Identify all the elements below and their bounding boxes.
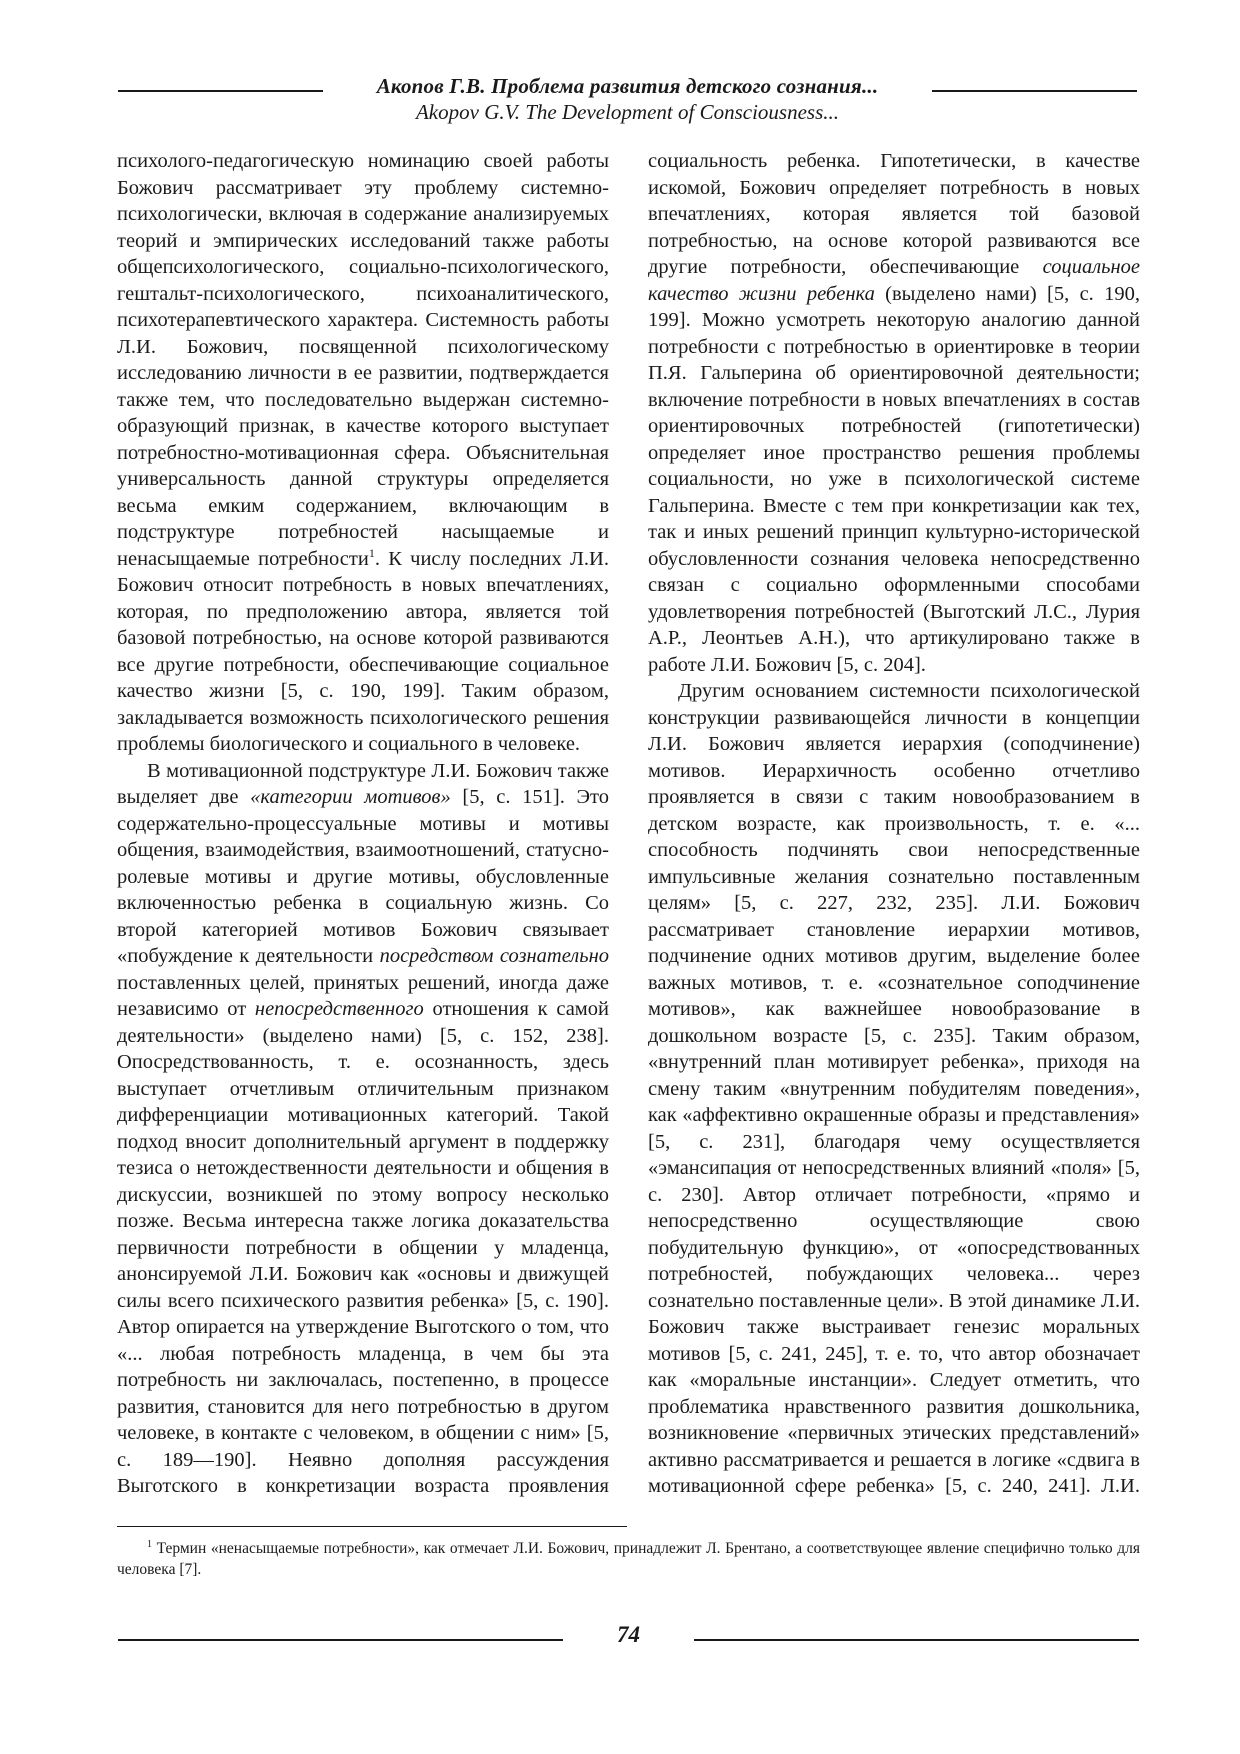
page-footer <box>0 1622 1240 1662</box>
emphasis: «категории мотивов» <box>250 786 451 808</box>
footer-rule-left <box>118 1639 563 1641</box>
page-number: 74 <box>617 1622 640 1647</box>
right-paragraph-1 <box>648 148 1140 678</box>
emphasis: посредством сознательно <box>379 945 609 967</box>
text-run: поставленных целей, принятых решений, иногда даже независимо от <box>117 971 609 1020</box>
body-columns <box>117 148 1140 1503</box>
footnote <box>117 1538 1140 1580</box>
footnote-rule <box>117 1526 627 1527</box>
right-column <box>648 148 1140 1503</box>
footer-rule-right <box>694 1639 1139 1641</box>
text-run: (выделено нами) [5, с. 190, 199]. Можно усмотреть некоторую аналогию данной потребности с потребностью в ориентировке в теории П.Я. Гальперина об ориентировочной деятельности; включение потребности в новых впечатлениях в состав ориентировочных потребностей (гипотетически) определяет иное пространство решения проблемы социальности, но уже в психологической системе Гальперина. Вместе с тем при конкретизации как тех, так и иных решений принцип культурно-исторической обусловленности сознания человека непосредственно связан с социально оформленными способами удовлетворения потребностей (Выготский Л.С., Лурия А.Р., Леонтьев А.Н.), что артикулировано также в работе Л.И. Божович [5, с. 204]. <box>648 282 1140 676</box>
text-run: Другим основанием системности психологической конструкции развивающейся личности в концепции Л.И. Божович является иерархия (соподчинение) мотивов. Иерархичность особенно отчетливо проявляется в связи с таким новообразованием в детском возрасте, как произвольность, т. е. «... способность подчинять свои непосредственные импульсивные желания сознательно поставленным целям» [5, с. 227, 232, 235]. Л.И. Божович рассматривает становление иерархии мотивов, подчинение одних мотивов другим, выделение более важных мотивов, т. е. «сознательное соподчинение мотивов», как важнейшее новообразование в дошкольном возрасте [5, с. 235]. Таким образом, «внутренний план мотивирует ребенка», приходя на смену таким «внутренним побудителям поведения», как «аффективно окрашенные образы и представления» [5, с. 231], благодаря чему осуществляется «эмансипация от непосредственных влияний «поля» [5, с. 230]. Автор отличает потребности, «прямо и непосредственно осуществляющие свою побудительную функцию», от «опосредствованных потребностей, побуждающих человека... через сознательно поставленные цели». В этой динамике Л.И. Божович также выстраивает генезис моральных мотивов [5, с. 241, 245], т. е. то, что автор обозначает как «моральные инстанции». Следует отметить, что проблематика нравственного развития дошкольника, возникновение «первичных этических представлений» активно рассматривается и решается в логике «сдвига в мотивационной сфере ребенка» [5, с. 240, 241]. Л.И. <box>648 680 1140 1497</box>
running-head <box>0 72 1240 132</box>
text-run: [5, с. 151]. Это содержательно-процессуальные мотивы и мотивы общения, взаимодействия, взаимоотношений, статусно-ролевые мотивы и другие мотивы, обусловленные включенностью ребенка в социальную жизнь. Со второй категорией мотивов Божович связывает «побуждение к деятельности <box>117 786 609 967</box>
right-paragraph-2 <box>648 678 1140 1503</box>
emphasis: непосредственного <box>254 998 424 1020</box>
header-rule-left <box>118 90 323 92</box>
left-paragraph-2 <box>117 758 609 1504</box>
text-run: В мотивационной подструктуре Л.И. Божович также выделяет две <box>117 759 609 808</box>
text-run: отношения к самой деятельности» (выделено нами) [5, с. 152, 238]. Опосредствованность, т. е. осознанность, здесь выступает отчетливым отличительным признаком дифференциации мотивационных категорий. Такой подход вносит дополнительный аргумент в поддержку тезиса о нетождественности деятельности и общения в дискуссии, возникшей по этому вопросу несколько позже. Весьма интересна также логика доказательства первичности потребности в общении у младенца, анонсируемой Л.И. Божович как «основы и движущей силы всего психического развития ребенка» [5, с. 190]. Автор опирается на утверждение Выготского о том, что «... любая потребность младенца, в чем бы эта потребность ни заключалась, постепенно, в процессе развития, становится для него потребностью в другом человеке, в контакте с человеком, в общении с ним» [5, с. 189—190]. Неявно дополняя рассуждения Выготского в конкретизации возраста проявления <box>117 998 609 1497</box>
footnote-text: Термин «ненасыщаемые потребности», как отмечает Л.И. Божович, принадлежит Л. Брентано, а соответствующее явление специфично только для человека [7]. <box>117 1540 1140 1578</box>
left-column <box>117 148 609 1503</box>
emphasis: социальное качество жизни ребенка <box>648 256 1140 305</box>
text-run: социальность ребенка. Гипотетически, в качестве искомой, Божович определяет потребность в новых впечатлениях, которая является той базовой потребностью, на основе которой развиваются все другие потребности, обеспечивающие <box>648 150 1140 278</box>
left-paragraph-1 <box>117 148 609 758</box>
text-run: . К числу последних Л.И. Божович относит потребность в новых впечатлениях, которая, по предположению автора, является той базовой потребностью, на основе которой развиваются все другие потребности, обеспечивающие социальное качество жизни [5, с. 190, 199]. Таким образом, закладывается возможность психологического решения проблемы биологического и социального в человеке. <box>117 547 609 755</box>
running-head-title-en: Akopov G.V. The Development of Consciousness... <box>415 100 840 124</box>
header-rule-right <box>932 90 1137 92</box>
text-run: психолого-педагогическую номинацию своей работы Божович рассматривает эту проблему системно-психологически, включая в содержание анализируемых теорий и эмпирических исследований также работы общепсихологического, социально-психологического, гештальт-психологического, психоаналитического, психотерапевтического характера. Системность работы Л.И. Божович, посвященной психологическому исследованию личности в ее развитии, подтверждается также тем, что последовательно выдержан системно-образующий признак, в качестве которого выступает потребностно-мотивационная сфера. Объяснительная универсальность данной структуры определяется весьма емким содержанием, включающим в подструктуре потребностей насыщаемые и ненасыщаемые потребности <box>117 150 609 570</box>
footnote-ref: 1 <box>368 545 375 560</box>
running-head-title-ru: Акопов Г.В. Проблема развития детского сознания... <box>376 74 879 98</box>
footnote-mark: 1 <box>147 1538 152 1550</box>
